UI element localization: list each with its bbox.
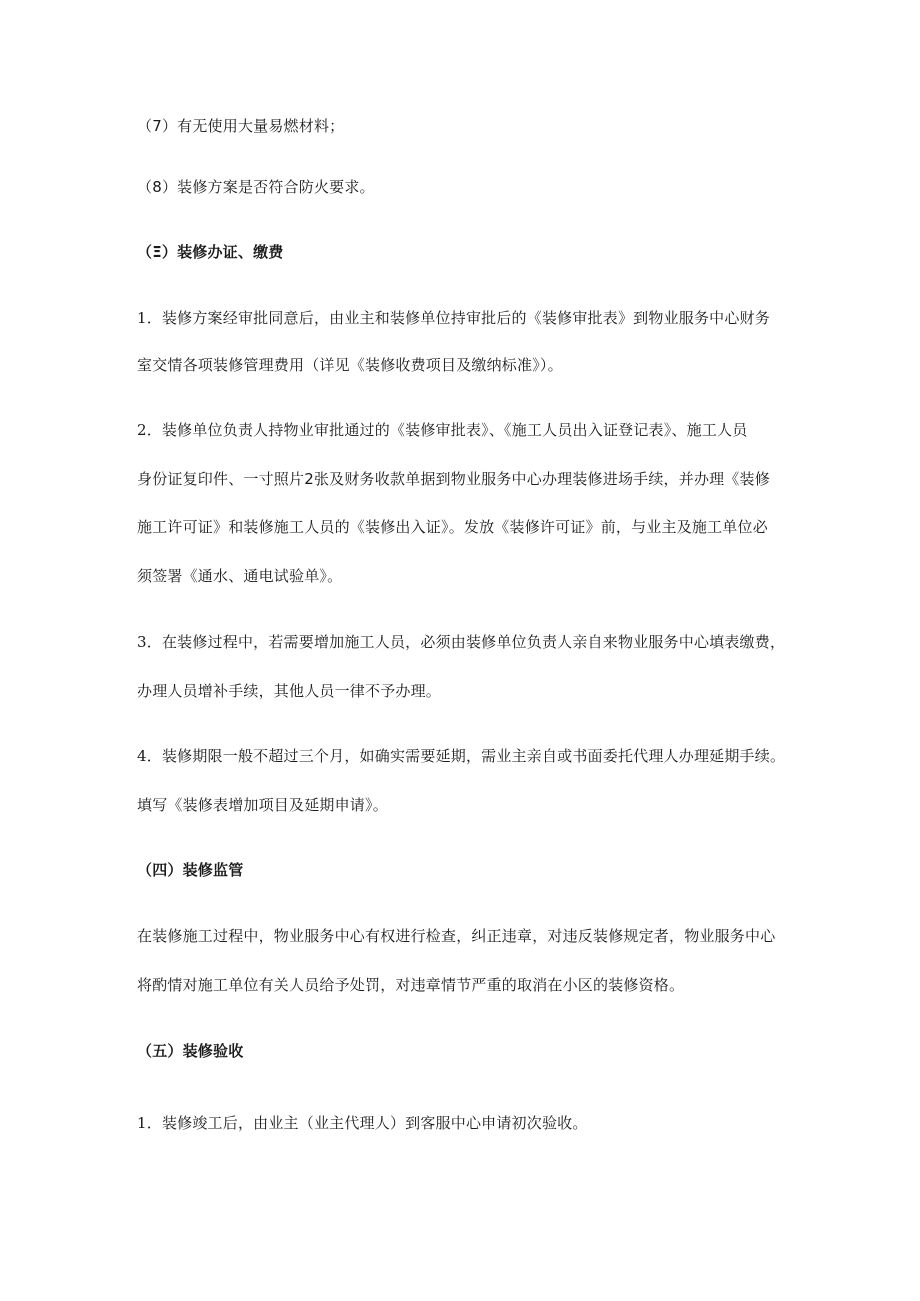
paragraph-4-line-1: 在装修施工过程中，物业服务中心有权进行检查，纠正违章，对违反装修规定者，物业服务中心 bbox=[137, 927, 776, 945]
paragraph-text: ．装修单位负责人持物业审批通过的《装修审批表》、《施工人员出入证登记表》、施工人员 bbox=[146, 421, 748, 439]
paragraph-3-3-line-2: 办理人员增补手续，其他人员一律不予办理。 bbox=[137, 682, 442, 700]
paragraph-3-2-line-2: 身份证复印件、一寸照片2张及财务收款单据到物业服务中心办理装修进场手续，并办理《装修 bbox=[137, 470, 770, 488]
paragraph-3-1-line-1 bbox=[137, 308, 817, 328]
paragraph-5-1-line-1 bbox=[137, 1113, 817, 1133]
paragraph-3-2-line-3: 施工许可证》和装修施工人员的《装修出入证》。发放《装修许可证》前，与业主及施工单位必 bbox=[137, 518, 768, 536]
section-heading-5: （五）装修验收 bbox=[137, 1042, 244, 1060]
paragraph-number: 1 bbox=[137, 1114, 147, 1132]
paragraph-number: 4 bbox=[137, 747, 147, 765]
paragraph-text: ．在装修过程中，若需要增加施工人员，必须由装修单位负责人亲自来物业服务中心填表缴费， bbox=[146, 633, 786, 651]
paragraph-3-2-line-1 bbox=[137, 420, 817, 440]
paragraph-3-3-line-1 bbox=[137, 632, 817, 652]
paragraph-number: 3 bbox=[137, 633, 147, 651]
list-item-8: （8）装修方案是否符合防火要求。 bbox=[137, 178, 375, 196]
paragraph-3-1-line-2: 室交情各项装修管理费用（详见《装修收费项目及缴纳标准》）。 bbox=[137, 356, 563, 374]
section-heading-4: （四）装修监管 bbox=[137, 861, 244, 879]
paragraph-text: ．装修竣工后，由业主（业主代理人）到客服中心申请初次验收。 bbox=[146, 1114, 588, 1132]
paragraph-text: ．装修期限一般不超过三个月，如确实需要延期，需业主亲自或书面委托代理人办理延期手续。 bbox=[146, 747, 786, 765]
list-item-7: （7）有无使用大量易燃材料； bbox=[137, 117, 345, 135]
paragraph-3-2-line-4: 须签署《通水、通电试验单》。 bbox=[137, 567, 343, 585]
paragraph-number: 1 bbox=[137, 309, 147, 327]
paragraph-number: 2 bbox=[137, 421, 147, 439]
paragraph-text: ．装修方案经审批同意后，由业主和装修单位持审批后的《装修审批表》到物业服务中心财务 bbox=[146, 309, 770, 327]
paragraph-3-4-line-1 bbox=[137, 746, 817, 766]
section-heading-3: （Ξ）装修办证、缴费 bbox=[137, 243, 284, 261]
paragraph-3-4-line-2: 填写《装修表增加项目及延期申请》。 bbox=[137, 796, 388, 814]
paragraph-4-line-2: 将酌情对施工单位有关人员给予处罚，对违章情节严重的取消在小区的装修资格。 bbox=[137, 976, 685, 994]
